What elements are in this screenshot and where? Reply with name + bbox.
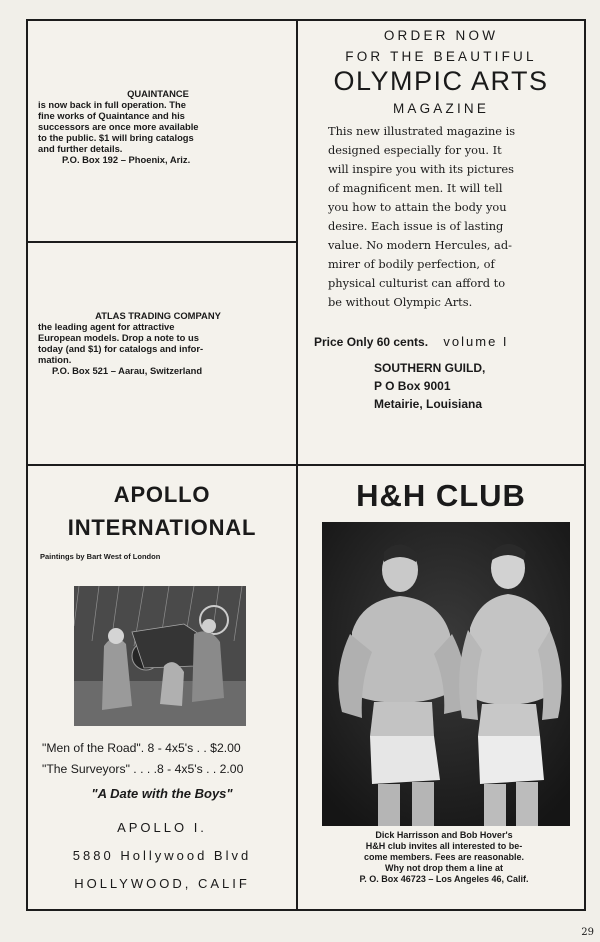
quaintance-line: is now back in full operation. The: [38, 99, 186, 110]
olympic-body-line: of magnificent men. It will tell: [328, 181, 503, 195]
olympic-body-line: designed especially for you. It: [328, 143, 502, 157]
quaintance-line: successors are once more available: [38, 121, 199, 132]
olympic-body-line: mirer of bodily perfection, of: [328, 257, 495, 271]
olympic-address-line: Metairie, Louisiana: [374, 397, 483, 411]
olympic-subtitle: MAGAZINE: [392, 101, 490, 116]
quaintance-address: P.O. Box 192 – Phoenix, Ariz.: [62, 154, 191, 165]
quaintance-ad: [38, 88, 278, 165]
olympic-price: Price Only 60 cents.: [314, 335, 429, 349]
olympic-title: OLYMPIC ARTS: [333, 66, 549, 96]
atlas-line: mation.: [38, 354, 72, 365]
atlas-ad: [38, 310, 278, 376]
apollo-price-row: [42, 738, 243, 759]
olympic-for-the-beautiful: FOR THE BEAUTIFUL: [345, 49, 537, 64]
apollo-address-line: HOLLYWOOD, CALIF: [74, 876, 250, 891]
atlas-line: today (and $1) for catalogs and infor-: [38, 343, 204, 354]
hh-club-caption: [306, 830, 582, 885]
atlas-address: P.O. Box 521 – Aarau, Switzerland: [52, 365, 203, 376]
apollo-price-row: [42, 759, 243, 780]
olympic-body-line: will inspire you with its pictures: [328, 162, 514, 176]
apollo-price-list: [42, 738, 243, 780]
hh-caption-line: Dick Harrisson and Bob Hover's: [375, 830, 513, 840]
apollo-title-1: APOLLO: [113, 482, 211, 507]
olympic-body-line: physical culturist can afford to: [328, 276, 506, 290]
apollo-feature-title: "A Date with the Boys": [91, 786, 233, 801]
apollo-item-detail: 8 - 4x5's . .: [147, 741, 207, 755]
atlas-line: European models. Drop a note to us: [38, 332, 199, 343]
apollo-item-price: 2.00: [219, 762, 244, 776]
quaintance-line: fine works of Quaintance and his: [38, 110, 185, 121]
olympic-address-line: P O Box 9001: [374, 379, 451, 393]
atlas-title: ATLAS TRADING COMPANY: [95, 310, 221, 321]
hh-caption-line: P. O. Box 46723 – Los Angeles 46, Calif.: [359, 874, 529, 884]
apollo-item-price: $2.00: [210, 741, 241, 755]
olympic-body: [300, 122, 558, 312]
apollo-ad: [28, 478, 296, 561]
olympic-address-line: SOUTHERN GUILD,: [374, 361, 486, 375]
painting-illustration: [74, 586, 246, 726]
hh-club-title: H&H CLUB: [356, 478, 526, 513]
olympic-address: [300, 359, 582, 413]
olympic-order-now: ORDER NOW: [383, 28, 499, 43]
divider-horizontal: [26, 464, 584, 466]
hh-caption-line: H&H club invites all interested to be-: [365, 841, 523, 851]
hh-caption-line: Why not drop them a line at: [384, 863, 503, 873]
apollo-item-name: "The Surveyors": [42, 762, 130, 776]
olympic-body-line: value. No modern Hercules, ad-: [328, 238, 512, 252]
apollo-item-detail: . . . .8 - 4x5's . .: [133, 762, 217, 776]
apollo-item-name: "Men of the Road".: [42, 741, 145, 755]
olympic-body-line: desire. Each issue is of lasting: [328, 219, 504, 233]
olympic-body-line: you how to attain the body you: [328, 200, 507, 214]
olympic-price-line: [300, 334, 582, 349]
apollo-address: [28, 814, 296, 898]
olympic-body-line: be without Olympic Arts.: [328, 295, 473, 309]
apollo-painting-image: [74, 586, 246, 726]
quaintance-title: QUAINTANCE: [127, 88, 189, 99]
apollo-subtitle: Paintings by Bart West of London: [40, 552, 161, 561]
page-number: 29: [581, 927, 594, 938]
apollo-title-2: INTERNATIONAL: [67, 515, 257, 540]
atlas-line: the leading agent for attractive: [38, 321, 175, 332]
apollo-address-line: APOLLO I.: [117, 820, 207, 835]
quaintance-line: and further details.: [38, 143, 123, 154]
hh-club-photo: [322, 522, 570, 826]
olympic-arts-ad: [300, 28, 582, 413]
olympic-body-line: This new illustrated magazine is: [328, 124, 516, 138]
hh-caption-line: come members. Fees are reasonable.: [363, 852, 525, 862]
two-men-photo: [322, 522, 570, 826]
apollo-address-line: 5880 Hollywood Blvd: [72, 848, 252, 863]
olympic-volume: volume I: [443, 334, 509, 349]
divider-left-middle: [26, 241, 298, 243]
quaintance-line: to the public. $1 will bring catalogs: [38, 132, 194, 143]
